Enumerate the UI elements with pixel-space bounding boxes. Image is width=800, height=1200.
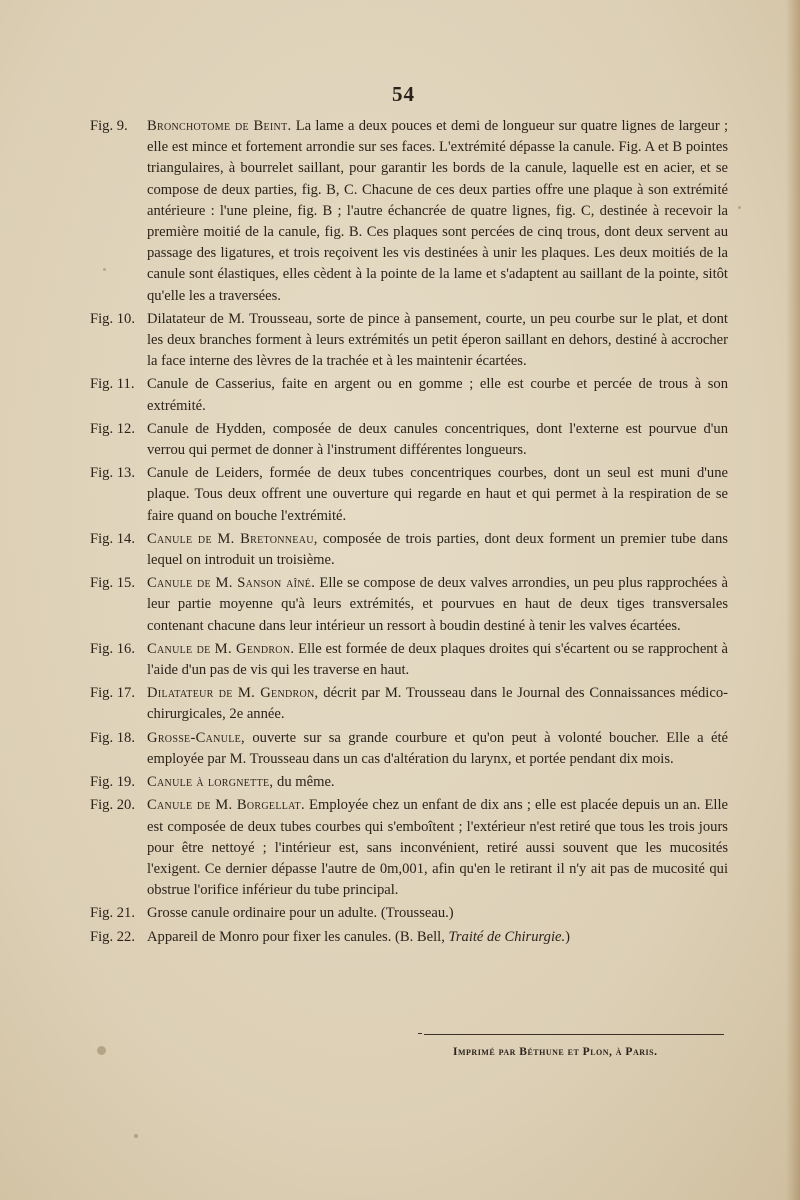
page-edge-shadow: [786, 0, 800, 1200]
instrument-name: Canule de M. Sanson aîné.: [147, 575, 316, 592]
figure-number: Fig. 13.: [90, 465, 136, 482]
figure-number: Fig. 21.: [90, 905, 136, 922]
caption-fig-17: [90, 683, 728, 725]
paper-stain: [97, 1046, 106, 1055]
figure-number: Fig. 19.: [90, 774, 136, 791]
caption-text: Appareil de Monro pour fixer les canules. (B. Bell,: [147, 928, 449, 945]
caption-fig-10: [90, 309, 728, 373]
caption-text: Canule de Casserius, faite en argent ou en gomme ; elle est courbe et percée de trous à son extrémité.: [147, 376, 728, 414]
instrument-name: Bronchotome de Beint.: [147, 118, 292, 134]
caption-fig-21: [90, 903, 728, 924]
caption-text: composée de trois parties, dont deux forment un premier tube dans lequel on introduit un troisième.: [147, 530, 728, 569]
page-number: 54: [392, 82, 415, 106]
caption-text: Elle est formée de deux plaques droites qui s'écartent ou se rapprochent à l'aide d'un pas de vis qui les traverse en haut.: [147, 640, 728, 679]
figure-number: Fig. 18.: [90, 729, 136, 746]
caption-fig-14: [90, 529, 728, 571]
caption-fig-20: [90, 795, 728, 901]
paper-stain: [134, 1134, 138, 1138]
caption-fig-16: [90, 639, 728, 681]
figure-number: Fig. 17.: [90, 685, 136, 702]
figure-number: Fig. 14.: [90, 530, 136, 547]
caption-text: Elle se compose de deux valves arrondies, un peu plus rapprochées à leur partie moyenne qu'à leurs extrémités, et pourvues en haut de deux tiges transversales contenant chacune dans leur intérieur un ressort à boudin destiné à tenir les valves écartées.: [147, 575, 728, 634]
book-title: Traité de Chirurgie.: [448, 928, 566, 945]
instrument-name: Canule de M. Gendron.: [147, 640, 295, 657]
caption-text: du même.: [273, 774, 335, 791]
caption-text: Grosse canule ordinaire pour un adulte. (Trousseau.): [147, 905, 454, 922]
figure-number: Fig. 9.: [90, 118, 128, 134]
figure-number: Fig. 11.: [90, 376, 135, 393]
paper-stain: [738, 206, 741, 209]
caption-text: Canule de Leiders, formée de deux tubes concentriques courbes, dont un seul est muni d'une plaque. Tous deux offrent une ouverture qui regarde en haut et qui permet à la respiration de se faire quand on bouche l'extrémité.: [147, 465, 728, 524]
caption-tail: ): [565, 928, 571, 945]
printer-imprint: Imprimé par Béthune et Plon, à Paris.: [453, 1046, 658, 1058]
paper-stain: [103, 268, 106, 271]
figure-number: Fig. 12.: [90, 420, 136, 437]
figure-captions-list: [90, 116, 728, 948]
caption-fig-12: [90, 419, 728, 461]
caption-text: Dilatateur de M. Trousseau, sorte de pince à pansement, courte, un peu courbe sur le plat, et dont les deux branches forment à leurs extrémités un petit éperon saillant en dehors, destiné à accrocher la face interne des lèvres de la trachée et à les maintenir écartées.: [147, 310, 728, 370]
instrument-name: Canule de M. Bretonneau,: [147, 530, 318, 547]
caption-text: décrit par M. Trousseau dans le Journal des Connaissances médico-chirurgicales, 2e année.: [147, 685, 728, 723]
caption-fig-22: [90, 927, 728, 948]
figure-number: Fig. 10.: [90, 310, 136, 327]
caption-fig-13: [90, 463, 728, 527]
caption-fig-11: [90, 374, 728, 416]
instrument-name: Canule à lorgnette,: [147, 774, 274, 791]
caption-text: Employée chez un enfant de dix ans ; elle est placée depuis un an. Elle est composée de deux tubes courbes qui s'emboîtent ; l'extérieur n'est retiré que tous les trois jours pour être nettoyé ; l'intérieur est, sans inconvénient, retiré aussi souvent que les mucosités l'exigent. Ce dernier dépasse l'autre de 0m,001, afin qu'en le retirant il n'y ait pas de mucosité qui obstrue l'orifice inférieur du tube principal.: [147, 797, 728, 899]
caption-text: Canule de Hydden, composée de deux canules concentriques, dont l'externe est pourvue d'un verrou qui permet de donner à l'instrument différentes longueurs.: [147, 420, 728, 459]
caption-fig-19: [90, 772, 728, 793]
caption-text: ouverte sur sa grande courbure et qu'on peut à volonté boucher. Elle a été employée par M. Trousseau dans un cas d'altération du larynx, et portée pendant dix mois.: [147, 729, 728, 767]
instrument-name: Canule de M. Borgellat.: [147, 797, 305, 814]
caption-fig-9: [90, 116, 728, 307]
instrument-name: Grosse-Canule,: [147, 729, 245, 746]
figure-number: Fig. 20.: [90, 797, 136, 814]
caption-fig-18: [90, 728, 728, 770]
instrument-name: Dilatateur de M. Gendron,: [147, 685, 319, 702]
caption-fig-15: [90, 573, 728, 637]
figure-number: Fig. 15.: [90, 575, 136, 592]
caption-text: La lame a deux pouces et demi de longueur sur quatre lignes de largeur ; elle est mince et fortement arrondie sur ses faces. L'extrémité dépasse la canule. Fig. A et B pointes triangulaires, à bourrelet saillant, pour garantir les bords de la canule, laquelle est en acier, et se compose de deux parties, fig. B, C. Chacune de ces deux parties offre une plaque à son extrémité antérieure : l'une pleine, fig. B ; l'autre échancrée de quatre lignes, fig. C, destinée à recevoir la première moitié de la canule, fig. B. Ces plaques sont percées de cinq trous, dont deux servent au passage des ligatures, et trois reçoivent les vis destinées à unir les plaques. Les deux moitiés de la canule sont élastiques, elles cèdent à la pointe de la lame et s'adaptent au saillant de la pointe, sitôt qu'elle les a traversées.: [147, 118, 729, 304]
footer-rule: [424, 1034, 724, 1035]
figure-number: Fig. 16.: [90, 640, 136, 657]
figure-number: Fig. 22.: [90, 928, 136, 945]
